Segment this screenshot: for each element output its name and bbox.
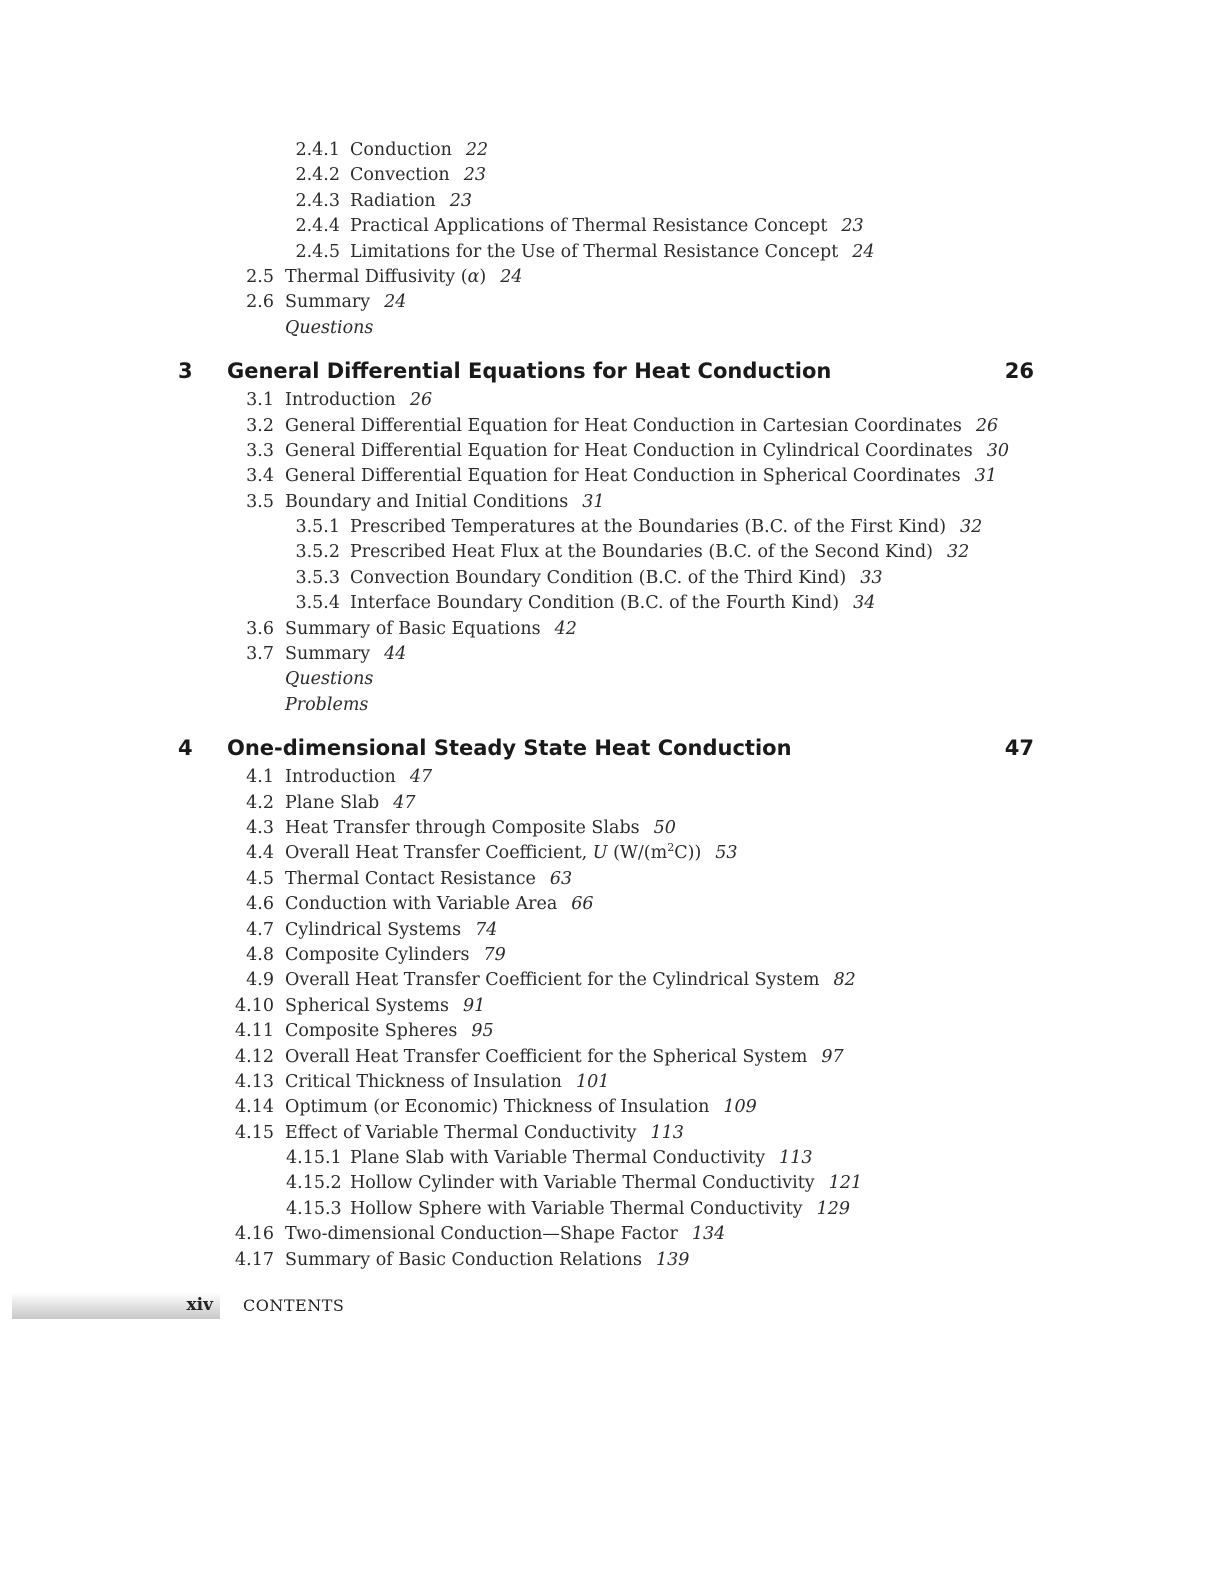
entry-number: 2.5 — [246, 266, 274, 287]
entry-title: Introduction — [285, 767, 396, 788]
section-entry — [0, 968, 1214, 993]
entry-page-number: 32 — [946, 542, 970, 563]
entry-number: 3.5.2 — [295, 542, 340, 563]
chapter-title: One-dimensional Steady State Heat Conduction — [227, 736, 792, 761]
section-entry — [0, 841, 1214, 866]
entry-title-group — [350, 515, 982, 540]
subsection-entry — [0, 540, 1214, 565]
entry-page-number: 79 — [483, 944, 506, 965]
section-entry — [0, 388, 1214, 413]
entry-number: 4.1 — [246, 767, 274, 788]
entry-title: Overall Heat Transfer Coefficient for the Spherical System — [285, 1046, 808, 1067]
entry-page-number: 26 — [409, 390, 433, 411]
entry-number: 2.4.5 — [295, 241, 340, 262]
section-entry — [0, 791, 1214, 816]
entry-title-group — [350, 1146, 813, 1171]
entry-title: Interface Boundary Condition (B.C. of the Fourth Kind) — [350, 593, 840, 614]
subsection-entry — [0, 566, 1214, 591]
subsection-entry — [0, 515, 1214, 540]
section-entry — [0, 918, 1214, 943]
entry-title: Optimum (or Economic) Thickness of Insulation — [285, 1097, 710, 1118]
entry-title-group — [350, 214, 864, 239]
footer-running-head: CONTENTS — [243, 1296, 345, 1315]
entry-page-number: 97 — [821, 1046, 844, 1067]
entry-title-group — [285, 490, 605, 515]
entry-number: 4.6 — [246, 894, 274, 915]
entry-title: Plane Slab — [285, 792, 380, 813]
toc-end-item — [0, 667, 1214, 692]
entry-number: 4.13 — [235, 1071, 274, 1092]
entry-page-number: 109 — [723, 1097, 757, 1118]
entry-title-group — [285, 265, 523, 290]
entry-title: Plane Slab with Variable Thermal Conductivity — [350, 1148, 766, 1169]
entry-title-group — [285, 765, 432, 790]
section-entry — [0, 1121, 1214, 1146]
entry-title: General Differential Equation for Heat Conduction in Cylindrical Coordinates — [285, 440, 973, 461]
entry-page-number: 23 — [449, 190, 472, 211]
entry-title-group — [350, 566, 883, 591]
entry-number: 4.5 — [246, 868, 274, 889]
entry-number: 4.15.2 — [286, 1173, 342, 1194]
entry-page-number: 134 — [691, 1224, 726, 1245]
entry-page-number: 50 — [653, 817, 676, 838]
subsection-entry — [0, 1197, 1214, 1222]
entry-number: 4.7 — [246, 919, 274, 940]
entry-page-number: 121 — [828, 1173, 863, 1194]
entry-number: 4.8 — [246, 944, 274, 965]
entry-page-number: 91 — [463, 995, 486, 1016]
footer-page-number: xiv — [186, 1295, 213, 1315]
entry-title: Effect of Variable Thermal Conductivity — [285, 1122, 637, 1143]
entry-page-number: 34 — [853, 593, 876, 614]
section-entry — [0, 1248, 1214, 1273]
section-entry — [0, 765, 1214, 790]
entry-title: General Differential Equation for Heat Conduction in Cartesian Coordinates — [285, 415, 962, 436]
section-entry — [0, 439, 1214, 464]
entry-title: Hollow Sphere with Variable Thermal Conductivity — [350, 1198, 803, 1219]
entry-title: Spherical Systems — [285, 995, 449, 1016]
entry-title: Overall Heat Transfer Coefficient for the Cylindrical System — [285, 970, 820, 991]
entry-page-number: 66 — [571, 894, 594, 915]
entry-title: Convection — [350, 165, 450, 186]
entry-title: Boundary and Initial Conditions — [285, 491, 569, 512]
entry-number: 3.3 — [246, 440, 274, 461]
entry-number: 3.2 — [246, 415, 274, 436]
entry-title-group — [350, 1197, 850, 1222]
section-entry — [0, 265, 1214, 290]
toc-end-item — [0, 693, 1214, 718]
entry-number: 3.5.1 — [295, 517, 340, 538]
entry-page-number: 31 — [582, 491, 605, 512]
chapter-title: General Differential Equations for Heat Conduction — [227, 359, 832, 384]
entry-title: Practical Applications of Thermal Resistance Concept — [350, 216, 828, 237]
entry-page-number: 44 — [384, 644, 407, 665]
entry-title: Cylindrical Systems — [285, 919, 462, 940]
entry-title: Introduction — [285, 390, 396, 411]
subsection-entry — [0, 1171, 1214, 1196]
entry-title-group — [285, 1070, 609, 1095]
entry-title-group — [285, 867, 572, 892]
entry-number: 2.4.3 — [295, 190, 340, 211]
entry-title: Convection Boundary Condition (B.C. of the Third Kind) — [350, 567, 847, 588]
entry-number: 3.5 — [246, 491, 274, 512]
entry-number: 4.9 — [246, 970, 274, 991]
entry-title-group — [285, 841, 738, 866]
entry-title-group — [285, 1045, 844, 1070]
entry-number: 2.6 — [246, 292, 274, 313]
section-entry — [0, 642, 1214, 667]
entry-title: Conduction — [350, 140, 452, 160]
entry-title: Heat Transfer through Composite Slabs — [285, 817, 640, 838]
entry-title-group — [285, 388, 432, 413]
entry-title: Radiation — [350, 190, 436, 211]
subsection-entry — [0, 214, 1214, 239]
entry-title-group — [285, 1222, 725, 1247]
entry-title-group — [285, 439, 1009, 464]
entry-number: 4.16 — [235, 1224, 274, 1245]
section-entry — [0, 490, 1214, 515]
chapter-heading — [0, 732, 1214, 765]
entry-title: Composite Cylinders — [285, 944, 470, 965]
entry-number: 2.4.2 — [295, 165, 340, 186]
entry-title-group — [285, 1248, 689, 1273]
entry-title: Hollow Cylinder with Variable Thermal Conductivity — [350, 1173, 815, 1194]
entry-number: 3.5.4 — [295, 593, 340, 614]
entry-page-number: 26 — [975, 415, 999, 436]
entry-title-group — [350, 1171, 862, 1196]
entry-page-number: 63 — [549, 868, 573, 889]
subsection-entry — [0, 591, 1214, 616]
entry-page-number: 24 — [852, 241, 875, 262]
entry-page-number: 82 — [833, 970, 856, 991]
entry-title: Composite Spheres — [285, 1021, 458, 1042]
entry-number: 4.14 — [235, 1097, 274, 1118]
entry-number: 4.3 — [246, 817, 274, 838]
entry-number: 3.1 — [246, 390, 274, 411]
entry-page-number: 47 — [409, 767, 433, 788]
entry-page-number: 24 — [384, 292, 407, 313]
entry-title-group — [285, 918, 497, 943]
entry-title: Summary of Basic Equations — [285, 618, 541, 639]
entry-title: Problems — [285, 694, 369, 715]
entry-number: 3.4 — [246, 466, 274, 487]
chapter-page-number: 26 — [1004, 359, 1034, 384]
entry-page-number: 47 — [393, 792, 416, 813]
entry-title-group — [285, 414, 998, 439]
entry-title-group — [285, 1121, 684, 1146]
entry-title: Thermal Contact Resistance — [285, 868, 536, 889]
entry-title: Critical Thickness of Insulation — [285, 1071, 562, 1092]
table-of-contents — [0, 138, 1214, 1273]
entry-title-group — [350, 240, 875, 265]
entry-page-number: 33 — [860, 567, 883, 588]
entry-title: Prescribed Temperatures at the Boundaries (B.C. of the First Kind) — [350, 517, 947, 538]
entry-title: Questions — [285, 317, 374, 338]
entry-title: Questions — [285, 669, 374, 690]
section-entry — [0, 892, 1214, 917]
entry-number: 3.6 — [246, 618, 274, 639]
toc-end-item — [0, 316, 1214, 341]
entry-title-group — [285, 617, 577, 642]
entry-page-number: 23 — [841, 216, 864, 237]
entry-number: 4.10 — [235, 995, 274, 1016]
chapter-heading — [0, 355, 1214, 388]
entry-number: 2.4.1 — [295, 140, 340, 160]
entry-number: 3.5.3 — [295, 567, 340, 588]
section-entry — [0, 1045, 1214, 1070]
entry-title: Thermal Diffusivity (α) — [285, 266, 487, 287]
entry-page-number: 95 — [471, 1021, 494, 1042]
entry-title-group — [285, 892, 594, 917]
entry-number: 2.4.4 — [295, 216, 340, 237]
entry-title-group — [285, 816, 676, 841]
entry-title-group — [350, 591, 875, 616]
section-entry — [0, 290, 1214, 315]
entry-title-group — [285, 968, 856, 993]
entry-title: Prescribed Heat Flux at the Boundaries (B.C. of the Second Kind) — [350, 542, 933, 563]
entry-title-group — [350, 138, 488, 163]
entry-number: 4.2 — [246, 792, 274, 813]
chapter-number: 4 — [178, 736, 193, 761]
entry-page-number: 24 — [500, 266, 523, 287]
entry-title: Summary of Basic Conduction Relations — [285, 1249, 642, 1270]
section-entry — [0, 1222, 1214, 1247]
section-entry — [0, 464, 1214, 489]
entry-title-group — [285, 943, 506, 968]
entry-title-group — [285, 464, 997, 489]
entry-page-number: 113 — [650, 1122, 684, 1143]
entry-page-number: 139 — [655, 1249, 690, 1270]
entry-title: Conduction with Variable Area — [285, 894, 558, 915]
entry-title: Overall Heat Transfer Coefficient, U $(W/(m^2C))$ — [285, 841, 702, 864]
entry-title: Summary — [285, 292, 371, 313]
section-entry — [0, 414, 1214, 439]
entry-number: 4.4 — [246, 843, 274, 864]
entry-title-group — [285, 1019, 494, 1044]
entry-title-group — [350, 189, 472, 214]
entry-title-group — [350, 540, 969, 565]
entry-title-group — [285, 994, 485, 1019]
entry-title-group — [285, 290, 406, 315]
entry-title-group — [285, 791, 416, 816]
chapter-page-number: 47 — [1004, 736, 1034, 761]
entry-page-number: 101 — [575, 1071, 610, 1092]
entry-page-number: 53 — [715, 843, 738, 864]
subsection-entry — [0, 138, 1214, 163]
entry-page-number: 113 — [779, 1148, 813, 1169]
entry-number: 3.7 — [246, 644, 274, 665]
footer-page-bar — [12, 1292, 220, 1319]
entry-page-number: 30 — [986, 440, 1010, 461]
entry-number: 4.15.1 — [286, 1148, 342, 1169]
subsection-entry — [0, 189, 1214, 214]
subsection-entry — [0, 240, 1214, 265]
section-entry — [0, 943, 1214, 968]
entry-page-number: 129 — [816, 1198, 850, 1219]
entry-number: 4.15 — [235, 1122, 274, 1143]
entry-page-number: 23 — [463, 165, 486, 186]
section-entry — [0, 1095, 1214, 1120]
entry-title: Two-dimensional Conduction—Shape Factor — [285, 1224, 678, 1245]
section-entry — [0, 617, 1214, 642]
entry-number: 4.11 — [235, 1021, 274, 1042]
entry-title-group — [350, 163, 486, 188]
entry-page-number: 32 — [960, 517, 983, 538]
entry-title-group — [285, 1095, 757, 1120]
entry-title-group — [285, 642, 406, 667]
entry-page-number: 42 — [554, 618, 577, 639]
entry-title: Summary — [285, 644, 371, 665]
section-entry — [0, 816, 1214, 841]
subsection-entry — [0, 1146, 1214, 1171]
entry-page-number: 22 — [465, 140, 489, 160]
entry-title: General Differential Equation for Heat Conduction in Spherical Coordinates — [285, 466, 961, 487]
entry-page-number: 74 — [475, 919, 498, 940]
chapter-number: 3 — [178, 359, 193, 384]
entry-number: 4.15.3 — [286, 1198, 342, 1219]
section-entry — [0, 1019, 1214, 1044]
entry-number: 4.12 — [235, 1046, 274, 1067]
entry-title: Limitations for the Use of Thermal Resistance Concept — [350, 241, 839, 262]
section-entry — [0, 867, 1214, 892]
entry-number: 4.17 — [235, 1249, 274, 1270]
section-entry — [0, 994, 1214, 1019]
section-entry — [0, 1070, 1214, 1095]
subsection-entry — [0, 163, 1214, 188]
entry-page-number: 31 — [974, 466, 997, 487]
